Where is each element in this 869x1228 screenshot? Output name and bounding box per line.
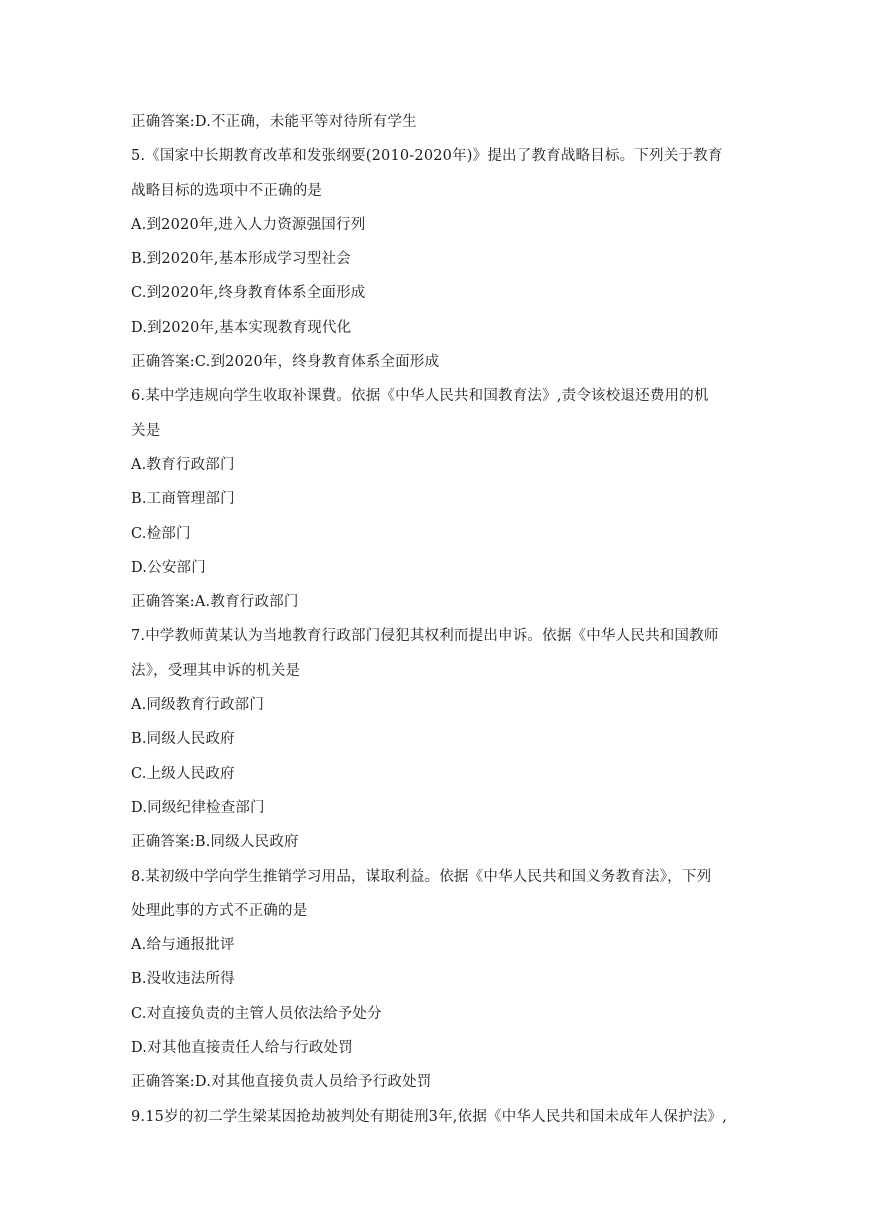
text-line: B.同级人民政府: [131, 731, 235, 748]
text-line: C.到2020年,终身教育体系全面形成: [131, 285, 366, 302]
text-line: D.对其他直接责任人给与行政处罚: [131, 1040, 353, 1057]
text-line: 6.某中学违规向学生收取补课費。依据《中华人民共和国教育法》,责令该校退还费用的机: [131, 388, 709, 405]
text-line: C.对直接负责的主管人员依法给予处分: [131, 1005, 382, 1022]
text-line: D.同级纪律检查部门: [131, 799, 265, 816]
text-line: 正确答案:D.对其他直接负责人员给予行政处罚: [131, 1074, 432, 1091]
text-line: 9.15岁的初二学生梁某因抢劫被判处有期徒刑3年,依据《中华人民共和国未成年人保护法》,: [131, 1108, 728, 1125]
text-line: C.检部门: [131, 525, 191, 542]
text-line: B.到2020年,基本形成学习型社会: [131, 251, 351, 268]
text-line: 正确答案:A.教育行政部门: [131, 594, 299, 611]
text-line: 8.某初级中学向学生推销学习用品，谋取利益。依据《中华人民共和国义务教育法》，下列: [131, 868, 712, 885]
text-line: A.给与通报批评: [131, 937, 235, 954]
text-line: A.到2020年,进入人力资源强国行列: [131, 216, 366, 233]
text-line: 正确答案:C.到2020年，终身教育体系全面形成: [131, 354, 440, 371]
text-line: A.教育行政部门: [131, 456, 235, 473]
text-line: 7.中学教师黄某认为当地教育行政部门侵犯其权利而提出申诉。依据《中华人民共和国教师: [131, 628, 719, 645]
text-line: D.公安部门: [131, 559, 206, 576]
text-line: 关是: [131, 422, 161, 439]
text-line: C.上级人民政府: [131, 765, 235, 782]
text-line: A.同级教育行政部门: [131, 697, 265, 714]
text-line: 法》，受理其申诉的机关是: [131, 662, 301, 679]
text-line: 战略目标的选项中不正确的是: [131, 182, 323, 199]
text-line: 处理此事的方式不正确的是: [131, 902, 308, 919]
text-line: 5.《国家中长期教育改革和发张纲要(2010-2020年)》提出了教育战略目标。下列关于教育: [131, 148, 723, 165]
text-line: 正确答案:D.不正确，未能平等对待所有学生: [131, 114, 417, 130]
text-line: 正确答案:B.同级人民政府: [131, 834, 299, 851]
text-line: B.没收违法所得: [131, 971, 235, 988]
text-line: B.工商管理部门: [131, 491, 235, 508]
document-body: [131, 110, 746, 1139]
text-line: D.到2020年,基本实现教育现代化: [131, 319, 352, 336]
